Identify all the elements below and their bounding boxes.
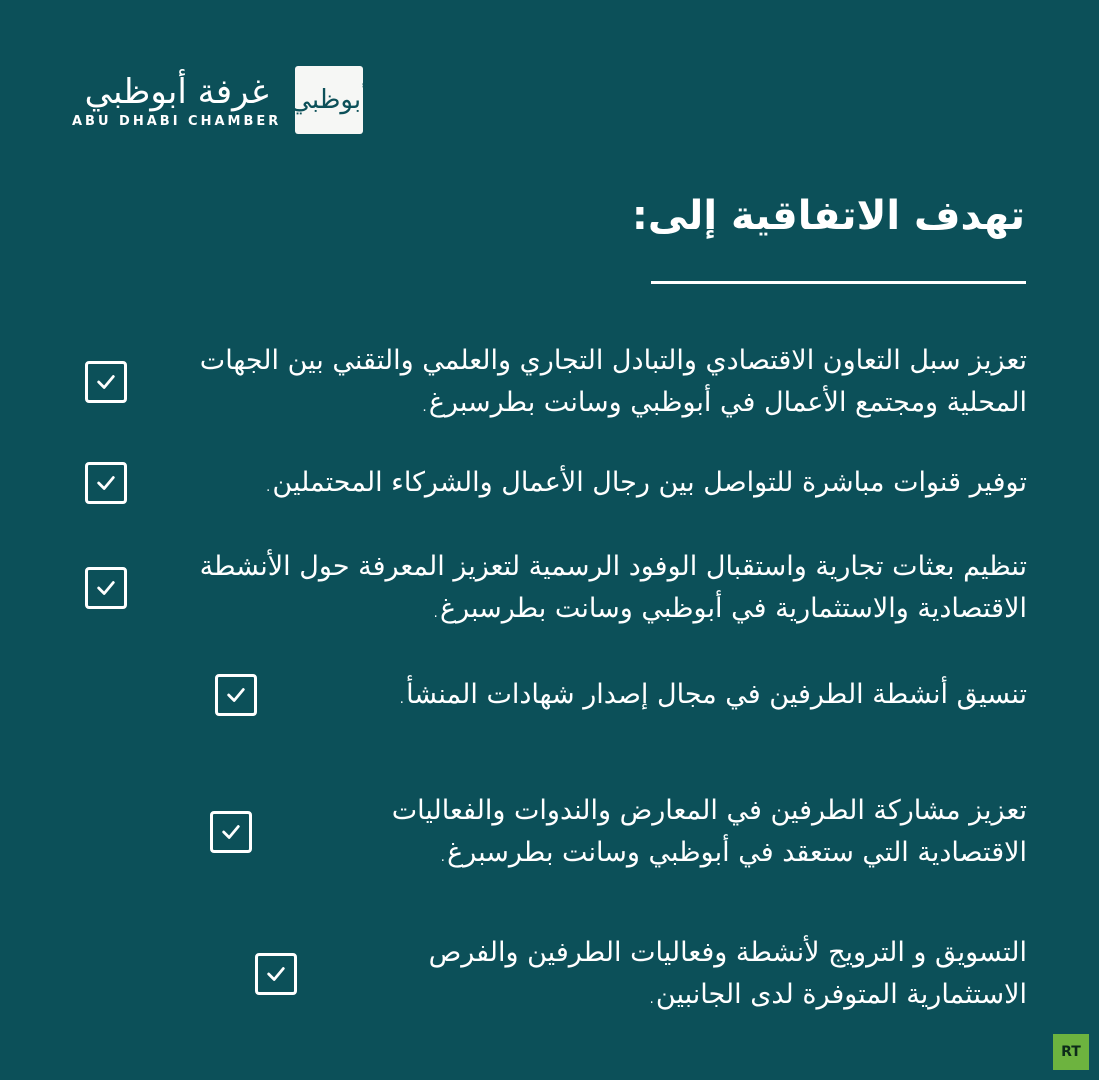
list-item-text: تنسيق أنشطة الطرفين في مجال إصدار شهادات المنشأ. — [397, 679, 1027, 710]
list-item-text: توفير قنوات مباشرة للتواصل بين رجال الأعمال والشركاء المحتملين. — [263, 467, 1027, 498]
logo-calligraphy-icon: أبوظبي — [295, 66, 363, 134]
list-item — [85, 462, 1027, 504]
logo-english-name: ABU DHABI CHAMBER — [72, 113, 282, 129]
checkbox-checked-icon — [85, 567, 127, 609]
list-item — [210, 790, 1027, 874]
list-item — [215, 674, 1027, 716]
list-item — [255, 932, 1027, 1016]
checkbox-checked-icon — [255, 953, 297, 995]
rt-watermark-badge: RT — [1053, 1034, 1089, 1070]
list-item — [85, 340, 1027, 424]
list-item-text: تعزيز مشاركة الطرفين في المعارض والندوات والفعاليات الاقتصادية التي ستعقد في أبوظبي وسانت بطرسبرغ. — [391, 795, 1027, 868]
list-item-text: التسويق و الترويج لأنشطة وفعاليات الطرفين والفرص الاستثمارية المتوفرة لدى الجانبين. — [428, 937, 1027, 1010]
abu-dhabi-chamber-logo — [72, 66, 369, 134]
logo-arabic-name: غرفة أبوظبي — [84, 71, 269, 112]
list-item-text: تعزيز سبل التعاون الاقتصادي والتبادل التجاري والعلمي والتقني بين الجهات المحلية ومجتمع الأعمال في أبوظبي وسانت بطرسبرغ. — [199, 345, 1027, 418]
page-title: تهدف الاتفاقية إلى: — [631, 193, 1025, 239]
list-item — [85, 546, 1027, 630]
logo-text — [72, 72, 281, 129]
checkbox-checked-icon — [85, 361, 127, 403]
checkbox-checked-icon — [210, 811, 252, 853]
title-divider — [651, 281, 1026, 284]
checkbox-checked-icon — [85, 462, 127, 504]
list-item-text: تنظيم بعثات تجارية واستقبال الوفود الرسمية لتعزيز المعرفة حول الأنشطة الاقتصادية والاستثمارية في أبوظبي وسانت بطرسبرغ. — [199, 551, 1027, 624]
checkbox-checked-icon — [215, 674, 257, 716]
